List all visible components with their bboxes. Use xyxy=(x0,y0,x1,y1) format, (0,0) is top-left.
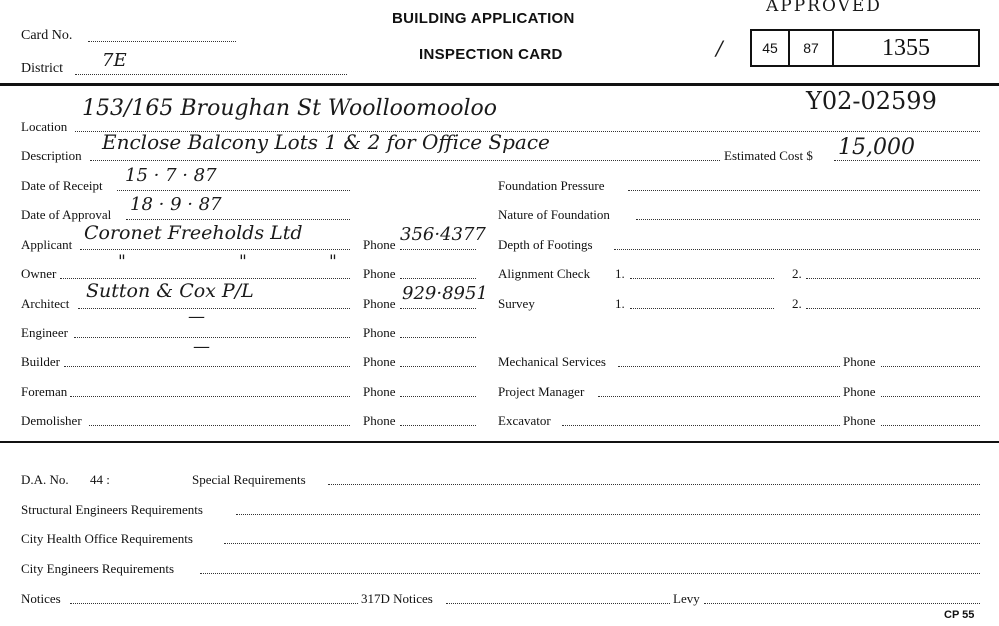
form-title-line1: BUILDING APPLICATION xyxy=(392,10,575,27)
depth-footings-label: Depth of Footings xyxy=(498,237,593,252)
form-title-line2: INSPECTION CARD xyxy=(419,46,563,63)
mechanical-phone-field[interactable] xyxy=(881,366,980,367)
project-manager-phone-label: Phone xyxy=(843,384,876,399)
city-health-label: City Health Office Requirements xyxy=(21,531,193,546)
box-b-value: 87 xyxy=(803,40,819,56)
applicant-phone-field[interactable] xyxy=(400,249,476,250)
engineer-field[interactable] xyxy=(74,337,350,338)
district-label: District xyxy=(21,61,63,76)
handwritten-mark: / xyxy=(716,36,723,60)
da-no-label: D.A. No. xyxy=(21,472,69,487)
estimated-cost-value: 15,000 xyxy=(838,135,915,160)
project-manager-label: Project Manager xyxy=(498,384,585,399)
special-requirements-field[interactable] xyxy=(328,484,980,485)
structural-engineers-field[interactable] xyxy=(236,514,980,515)
engineer-dash: — xyxy=(188,307,205,327)
owner-ditto-3: " xyxy=(329,252,337,272)
foundation-pressure-label: Foundation Pressure xyxy=(498,178,605,193)
engineer-phone-label: Phone xyxy=(363,325,396,340)
nature-foundation-label: Nature of Foundation xyxy=(498,207,610,222)
district-value: 7E xyxy=(102,50,127,71)
date-receipt-label: Date of Receipt xyxy=(21,178,103,193)
city-engineers-label: City Engineers Requirements xyxy=(21,561,175,576)
mechanical-label: Mechanical Services xyxy=(498,354,606,369)
owner-phone-field[interactable] xyxy=(400,278,476,279)
alignment-num-2: 2. xyxy=(792,266,802,281)
excavator-field[interactable] xyxy=(562,425,840,426)
box-cell-b xyxy=(790,31,834,65)
depth-footings-field[interactable] xyxy=(614,249,980,250)
special-requirements-label: Special Requirements xyxy=(192,472,306,487)
applicant-label: Applicant xyxy=(21,237,73,252)
applicant-value: Coronet Freeholds Ltd xyxy=(84,222,303,244)
architect-phone-label: Phone xyxy=(363,296,396,311)
date-approval-value: 18 · 9 · 87 xyxy=(130,194,222,215)
alignment-check-label: Alignment Check xyxy=(498,266,591,281)
demolisher-phone-field[interactable] xyxy=(400,425,476,426)
owner-field[interactable] xyxy=(60,278,350,279)
foundation-pressure-field[interactable] xyxy=(628,190,980,191)
description-value: Enclose Balcony Lots 1 & 2 for Office Space xyxy=(102,130,550,154)
architect-field[interactable] xyxy=(78,308,350,309)
demolisher-field[interactable] xyxy=(89,425,350,426)
structural-engineers-label: Structural Engineers Requirements xyxy=(21,502,203,517)
demolisher-label: Demolisher xyxy=(21,413,82,428)
box-a-value: 45 xyxy=(762,40,778,56)
district-field[interactable] xyxy=(75,74,347,75)
estimated-cost-label: Estimated Cost $ xyxy=(724,148,813,163)
excavator-phone-field[interactable] xyxy=(881,425,980,426)
location-label: Location xyxy=(21,119,68,134)
header-divider xyxy=(0,83,999,86)
city-engineers-field[interactable] xyxy=(200,573,980,574)
main-divider xyxy=(0,441,999,443)
owner-label: Owner xyxy=(21,266,57,281)
date-receipt-field[interactable] xyxy=(117,190,350,191)
builder-phone-field[interactable] xyxy=(400,366,476,367)
owner-ditto-2: " xyxy=(239,252,247,272)
levy-field[interactable] xyxy=(704,603,980,604)
date-approval-label: Date of Approval xyxy=(21,207,112,222)
form-code: CP 55 xyxy=(944,609,975,621)
foreman-field[interactable] xyxy=(70,396,350,397)
estimated-cost-field[interactable] xyxy=(834,160,980,161)
date-approval-field[interactable] xyxy=(126,219,350,220)
builder-phone-label: Phone xyxy=(363,354,396,369)
date-receipt-value: 15 · 7 · 87 xyxy=(125,165,217,186)
card-no-label: Card No. xyxy=(21,28,73,43)
survey-field-1[interactable] xyxy=(630,308,774,309)
foreman-phone-label: Phone xyxy=(363,384,396,399)
box-cell-number xyxy=(834,31,978,65)
box-cell-a xyxy=(752,31,790,65)
card-no-field[interactable] xyxy=(88,41,236,42)
notices-field[interactable] xyxy=(70,603,358,604)
applicant-phone-label: Phone xyxy=(363,237,396,252)
architect-value: Sutton & Cox P/L xyxy=(86,280,254,302)
demolisher-phone-label: Phone xyxy=(363,413,396,428)
location-value: 153/165 Broughan St Woolloomooloo xyxy=(82,96,497,121)
applicant-phone-value: 356·4377 xyxy=(400,224,486,245)
nature-foundation-field[interactable] xyxy=(636,219,980,220)
notices-label: Notices xyxy=(21,591,61,606)
project-manager-field[interactable] xyxy=(598,396,840,397)
excavator-phone-label: Phone xyxy=(843,413,876,428)
description-field[interactable] xyxy=(90,160,720,161)
architect-phone-value: 929·8951 xyxy=(402,283,488,304)
project-manager-phone-field[interactable] xyxy=(881,396,980,397)
card-number-box xyxy=(750,29,980,67)
survey-field-2[interactable] xyxy=(806,308,980,309)
da-no-value: 44 : xyxy=(90,472,110,487)
notices-317d-field[interactable] xyxy=(446,603,670,604)
levy-label: Levy xyxy=(673,591,700,606)
architect-label: Architect xyxy=(21,296,70,311)
city-health-field[interactable] xyxy=(224,543,980,544)
engineer-label: Engineer xyxy=(21,325,68,340)
alignment-field-2[interactable] xyxy=(806,278,980,279)
approved-stamp: APPROVED xyxy=(766,0,882,16)
applicant-field[interactable] xyxy=(80,249,350,250)
foreman-label: Foreman xyxy=(21,384,68,399)
builder-field[interactable] xyxy=(64,366,350,367)
mechanical-field[interactable] xyxy=(618,366,840,367)
engineer-phone-field[interactable] xyxy=(400,337,476,338)
owner-ditto-1: " xyxy=(118,252,126,272)
card-number-value: 1355 xyxy=(882,34,930,61)
alignment-num-1: 1. xyxy=(615,266,625,281)
foreman-phone-field[interactable] xyxy=(400,396,476,397)
survey-num-2: 2. xyxy=(792,296,802,311)
architect-phone-field[interactable] xyxy=(400,308,476,309)
alignment-field-1[interactable] xyxy=(630,278,774,279)
mechanical-phone-label: Phone xyxy=(843,354,876,369)
builder-dash: — xyxy=(193,337,210,357)
builder-label: Builder xyxy=(21,354,60,369)
excavator-label: Excavator xyxy=(498,413,551,428)
owner-phone-label: Phone xyxy=(363,266,396,281)
location-ref: Y02-02599 xyxy=(806,87,937,115)
survey-label: Survey xyxy=(498,296,535,311)
survey-num-1: 1. xyxy=(615,296,625,311)
description-label: Description xyxy=(21,148,82,163)
notices-317d-label: 317D Notices xyxy=(361,591,433,606)
